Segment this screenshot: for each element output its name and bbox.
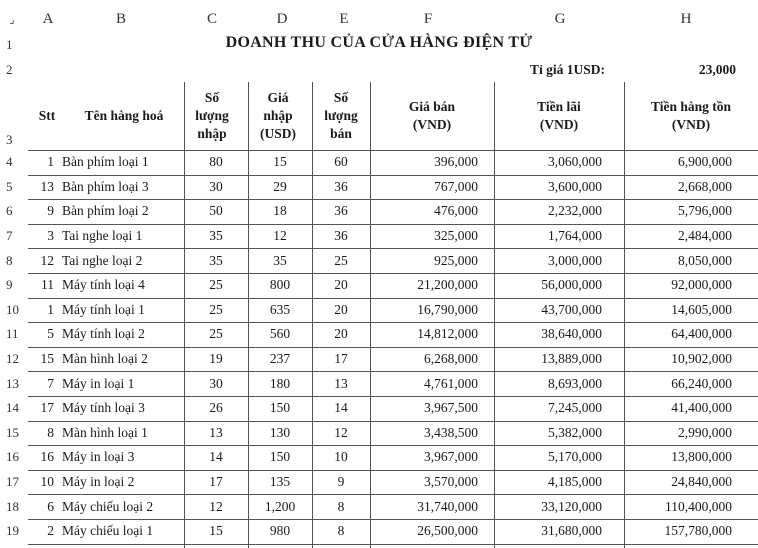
cell-qty-sold[interactable]: 20 [334, 326, 348, 342]
cell-stt[interactable]: 13 [40, 178, 54, 194]
cell-profit[interactable]: 13,889,000 [541, 351, 602, 367]
grid-hline [28, 371, 758, 372]
cell-qty-in[interactable]: 35 [209, 252, 223, 268]
cell-qty-in[interactable]: 80 [209, 154, 223, 170]
table-row [0, 175, 758, 200]
cell-stock-value[interactable]: 41,400,000 [671, 400, 732, 416]
cell-product-name[interactable]: Máy chiếu loại 2 [62, 498, 154, 514]
table-row [0, 347, 758, 372]
cell-price-in[interactable]: 1,200 [264, 498, 296, 514]
cell-stt[interactable]: 1 [47, 154, 54, 170]
cell-sale-price[interactable]: 4,761,000 [424, 375, 478, 391]
grid-hline [28, 175, 758, 176]
cell-qty-sold[interactable]: 36 [334, 178, 348, 194]
cell-sale-price[interactable]: 14,812,000 [417, 326, 478, 342]
cell-qty-in[interactable]: 25 [209, 277, 223, 293]
cell-stt[interactable]: 10 [40, 474, 54, 490]
cell-stt[interactable]: 5 [47, 326, 54, 342]
cell-qty-sold[interactable]: 25 [334, 252, 348, 268]
row-number[interactable]: 16 [6, 449, 19, 465]
cell-price-in[interactable]: 29 [273, 178, 287, 194]
cell-qty-sold[interactable]: 14 [334, 400, 348, 416]
header-qty-sold-line3: bán [330, 126, 352, 141]
cell-sale-price[interactable]: 6,268,000 [424, 351, 478, 367]
cell-price-in[interactable]: 237 [269, 351, 291, 367]
column-header-g[interactable]: G [554, 10, 566, 27]
column-header-e[interactable]: E [339, 10, 349, 27]
cell-qty-sold[interactable]: 20 [334, 301, 348, 317]
header-price-in-line3: (USD) [260, 126, 296, 141]
cell-qty-sold[interactable]: 8 [337, 523, 345, 539]
column-header-b[interactable]: B [115, 10, 126, 27]
cell-profit[interactable]: 43,700,000 [541, 301, 602, 317]
cell-qty-sold[interactable]: 17 [334, 351, 348, 367]
table-row [0, 248, 758, 273]
cell-profit[interactable]: 3,060,000 [548, 154, 602, 170]
header-qty-in-line3: nhập [197, 126, 227, 141]
cell-price-in[interactable]: 980 [269, 523, 291, 539]
cell-qty-sold[interactable]: 36 [334, 203, 348, 219]
cell-product-name[interactable]: Tai nghe loại 1 [62, 228, 143, 244]
cell-product-name[interactable]: Bàn phím loại 3 [62, 178, 149, 194]
exchange-rate-label[interactable]: Tỉ giá 1USD: [530, 62, 606, 77]
grid-vline [248, 82, 249, 548]
row-number[interactable]: 17 [6, 474, 19, 490]
cell-qty-in[interactable]: 50 [209, 203, 223, 219]
grid-vline [494, 82, 495, 548]
cell-price-in[interactable]: 150 [269, 400, 291, 416]
table-row [0, 494, 758, 519]
table-row [0, 371, 758, 396]
header-qty-in-line1: Số [204, 90, 220, 105]
header-name-text: Tên hàng hoá [84, 108, 164, 123]
cell-profit[interactable]: 3,000,000 [548, 252, 602, 268]
cell-profit[interactable]: 5,382,000 [548, 424, 602, 440]
row-2 [0, 58, 758, 82]
cell-stt[interactable]: 11 [41, 277, 54, 293]
cell-product-name[interactable]: Máy tính loại 2 [62, 326, 145, 342]
cell-stt[interactable]: 3 [47, 228, 54, 244]
cell-product-name[interactable]: Máy in loại 3 [62, 449, 135, 465]
cell-price-in[interactable]: 635 [269, 301, 291, 317]
cell-stock-value[interactable]: 92,000,000 [671, 277, 732, 293]
row-number[interactable]: 9 [6, 277, 13, 293]
cell-price-in[interactable]: 150 [269, 449, 291, 465]
row-number[interactable]: 18 [6, 498, 19, 514]
grid-hline [28, 544, 758, 545]
cell-sale-price[interactable]: 476,000 [434, 203, 478, 219]
row-number[interactable]: 2 [6, 62, 13, 77]
cell-stt[interactable]: 8 [47, 424, 54, 440]
cell-price-in[interactable]: 135 [269, 474, 291, 490]
grid-hline [28, 322, 758, 323]
header-name[interactable] [64, 82, 184, 150]
cell-qty-in[interactable]: 26 [209, 400, 223, 416]
table-row [0, 445, 758, 470]
cell-profit[interactable]: 56,000,000 [541, 277, 602, 293]
row-number[interactable]: 10 [6, 301, 19, 317]
grid-vline [184, 82, 185, 548]
cell-profit[interactable]: 8,693,000 [548, 375, 602, 391]
cell-stt[interactable]: 12 [40, 252, 54, 268]
grid-hline [28, 298, 758, 299]
cell-product-name[interactable]: Bàn phím loại 2 [62, 203, 149, 219]
cell-stt[interactable]: 2 [47, 523, 54, 539]
cell-qty-in[interactable]: 25 [209, 301, 223, 317]
column-header-a[interactable]: A [42, 10, 54, 27]
cell-sale-price[interactable]: 3,570,000 [424, 474, 478, 490]
cell-stock-value[interactable]: 2,668,000 [678, 178, 732, 194]
cell-sale-price[interactable]: 325,000 [434, 228, 478, 244]
cell-stock-value[interactable]: 157,780,000 [664, 523, 732, 539]
cell-stock-value[interactable]: 66,240,000 [671, 375, 732, 391]
cell-sale-price[interactable]: 396,000 [434, 154, 478, 170]
cell-stock-value[interactable]: 24,840,000 [671, 474, 732, 490]
cell-stock-value[interactable]: 2,990,000 [678, 424, 732, 440]
cell-profit[interactable]: 7,245,000 [548, 400, 602, 416]
cell-product-name[interactable]: Máy in loại 2 [62, 474, 135, 490]
header-qty-in-line2: lượng [195, 108, 229, 123]
cell-qty-in[interactable]: 15 [209, 523, 223, 539]
cell-profit[interactable]: 38,640,000 [541, 326, 602, 342]
header-profit[interactable] [494, 82, 624, 150]
cell-qty-in[interactable]: 12 [209, 498, 223, 514]
cell-sale-price[interactable]: 31,740,000 [417, 498, 478, 514]
cell-price-in[interactable]: 180 [269, 375, 291, 391]
grid-hline [28, 396, 758, 397]
cell-stt[interactable]: 15 [40, 351, 54, 367]
row-number[interactable]: 12 [6, 351, 19, 367]
cell-stock-value[interactable]: 14,605,000 [671, 301, 732, 317]
row-3 [0, 82, 758, 150]
grid-hline [28, 248, 758, 249]
grid-hline [28, 494, 758, 495]
cell-product-name[interactable]: Máy tính loại 1 [62, 301, 145, 317]
cell-qty-in[interactable]: 30 [209, 178, 223, 194]
cell-qty-in[interactable]: 30 [209, 375, 223, 391]
row-number[interactable]: 14 [6, 400, 19, 416]
cell-stock-value[interactable]: 13,800,000 [671, 449, 732, 465]
cell-profit[interactable]: 2,232,000 [548, 203, 602, 219]
column-header-f[interactable]: F [423, 10, 433, 27]
grid-vline [370, 82, 371, 548]
header-stock-value[interactable] [624, 82, 758, 150]
cell-qty-sold[interactable]: 10 [334, 449, 348, 465]
cell-stt[interactable]: 6 [47, 498, 54, 514]
cell-sale-price[interactable]: 767,000 [434, 178, 478, 194]
table-row [0, 519, 758, 544]
row-number[interactable]: 3 [6, 132, 13, 147]
cell-price-in[interactable]: 560 [269, 326, 291, 342]
header-qty-sold[interactable] [312, 82, 370, 150]
cell-stock-value[interactable]: 8,050,000 [678, 252, 732, 268]
grid-hline [28, 347, 758, 348]
row-number[interactable]: 13 [6, 375, 19, 391]
cell-qty-in[interactable]: 19 [209, 351, 223, 367]
cell-profit[interactable]: 33,120,000 [541, 498, 602, 514]
cell-sale-price[interactable]: 26,500,000 [417, 523, 478, 539]
grid-hline [28, 150, 758, 151]
header-stt-text: Stt [38, 108, 56, 123]
grid-vline [624, 82, 625, 548]
header-stock-value-line2: (VND) [671, 117, 711, 132]
cell-stt[interactable]: 17 [40, 400, 54, 416]
cell-stt[interactable]: 16 [40, 449, 54, 465]
cell-qty-sold[interactable]: 36 [334, 228, 348, 244]
header-profit-line1: Tiền lãi [537, 99, 581, 114]
cell-qty-sold[interactable]: 8 [337, 498, 345, 514]
cell-qty-in[interactable]: 35 [209, 228, 223, 244]
cell-sale-price[interactable]: 21,200,000 [417, 277, 478, 293]
cell-stock-value[interactable]: 64,400,000 [671, 326, 732, 342]
cell-profit[interactable]: 3,600,000 [548, 178, 602, 194]
cell-qty-in[interactable]: 17 [209, 474, 223, 490]
grid-hline [28, 421, 758, 422]
cell-sale-price[interactable]: 3,967,500 [424, 400, 478, 416]
header-sale-price-line2: (VND) [412, 117, 452, 132]
table-row [0, 470, 758, 495]
header-price-in-line2: nhập [263, 108, 293, 123]
cell-price-in[interactable]: 15 [273, 154, 287, 170]
cell-stock-value[interactable]: 6,900,000 [678, 154, 732, 170]
cell-stock-value[interactable]: 10,902,000 [671, 351, 732, 367]
cell-qty-sold[interactable]: 9 [337, 474, 345, 490]
header-stock-value-line1: Tiền hàng tồn [650, 99, 732, 114]
cell-profit[interactable]: 31,680,000 [541, 523, 602, 539]
cell-stock-value[interactable]: 110,400,000 [665, 498, 732, 514]
row-number[interactable]: 1 [6, 37, 13, 52]
header-price-in-line1: Giá [267, 90, 289, 105]
cell-price-in[interactable]: 130 [269, 424, 291, 440]
cell-qty-sold[interactable]: 60 [334, 154, 348, 170]
column-header-c[interactable]: C [206, 10, 217, 27]
grid-hline [28, 273, 758, 274]
row-number[interactable]: 8 [6, 252, 13, 268]
grid-hline [28, 519, 758, 520]
header-stt[interactable] [30, 82, 64, 150]
header-qty-sold-line1: Số [333, 90, 349, 105]
row-number[interactable]: 19 [6, 523, 19, 539]
exchange-rate-value[interactable]: 23,000 [698, 62, 736, 77]
cell-product-name[interactable]: Bàn phím loại 1 [62, 154, 149, 170]
cell-product-name[interactable]: Máy tính loại 4 [62, 277, 145, 293]
select-all-corner[interactable]: ⌟ [9, 13, 15, 26]
sheet-title[interactable]: DOANH THU CỦA CỬA HÀNG ĐIỆN TỬ [225, 34, 533, 51]
cell-sale-price[interactable]: 3,967,000 [424, 449, 478, 465]
cell-qty-in[interactable]: 14 [209, 449, 223, 465]
cell-sale-price[interactable]: 3,438,500 [424, 424, 478, 440]
header-sale-price-line1: Giá bán [408, 99, 456, 114]
table-row [0, 150, 758, 175]
row-number[interactable]: 15 [6, 424, 19, 440]
cell-product-name[interactable]: Tai nghe loại 2 [62, 252, 143, 268]
cell-stock-value[interactable]: 5,796,000 [678, 203, 732, 219]
row-number[interactable]: 5 [6, 178, 13, 194]
cell-price-in[interactable]: 800 [269, 277, 291, 293]
cell-profit[interactable]: 1,764,000 [548, 228, 602, 244]
grid-hline [28, 445, 758, 446]
table-row [0, 298, 758, 323]
header-profit-line2: (VND) [539, 117, 579, 132]
cell-profit[interactable]: 5,170,000 [548, 449, 602, 465]
cell-product-name[interactable]: Máy tính loại 3 [62, 400, 145, 416]
column-header-row [0, 6, 758, 32]
row-number[interactable]: 4 [6, 154, 13, 170]
header-sale-price[interactable] [370, 82, 494, 150]
column-header-h[interactable]: H [680, 10, 692, 27]
cell-sale-price[interactable]: 16,790,000 [417, 301, 478, 317]
cell-price-in[interactable]: 35 [273, 252, 287, 268]
header-qty-sold-line2: lượng [324, 108, 358, 123]
grid-hline [28, 199, 758, 200]
cell-qty-in[interactable]: 13 [209, 424, 223, 440]
table-row [0, 273, 758, 298]
cell-product-name[interactable]: Màn hình loại 2 [62, 351, 148, 367]
cell-profit[interactable]: 4,185,000 [548, 474, 602, 490]
table-row [0, 322, 758, 347]
grid-vline [312, 82, 313, 548]
table-row [0, 396, 758, 421]
row-number[interactable]: 11 [6, 326, 19, 342]
header-price-in[interactable] [248, 82, 308, 150]
cell-stt[interactable]: 9 [47, 203, 54, 219]
table-row [0, 199, 758, 224]
cell-qty-sold[interactable]: 20 [334, 277, 348, 293]
cell-product-name[interactable]: Máy in loại 1 [62, 375, 135, 391]
cell-stock-value[interactable]: 2,484,000 [678, 228, 732, 244]
cell-stt[interactable]: 1 [47, 301, 54, 317]
header-qty-in[interactable] [184, 82, 240, 150]
column-header-d[interactable]: D [276, 10, 288, 27]
cell-stt[interactable]: 7 [47, 375, 54, 391]
cell-qty-sold[interactable]: 13 [334, 375, 348, 391]
cell-price-in[interactable]: 18 [273, 203, 287, 219]
table-row [0, 224, 758, 249]
grid-hline [28, 224, 758, 225]
cell-qty-sold[interactable]: 12 [334, 424, 348, 440]
cell-sale-price[interactable]: 925,000 [434, 252, 478, 268]
row-number[interactable]: 7 [6, 228, 13, 244]
grid-hline [28, 470, 758, 471]
cell-product-name[interactable]: Máy chiếu loại 1 [62, 523, 154, 539]
cell-price-in[interactable]: 12 [273, 228, 287, 244]
cell-product-name[interactable]: Màn hình loại 1 [62, 424, 148, 440]
row-number[interactable]: 6 [6, 203, 13, 219]
cell-qty-in[interactable]: 25 [209, 326, 223, 342]
table-row [0, 421, 758, 446]
